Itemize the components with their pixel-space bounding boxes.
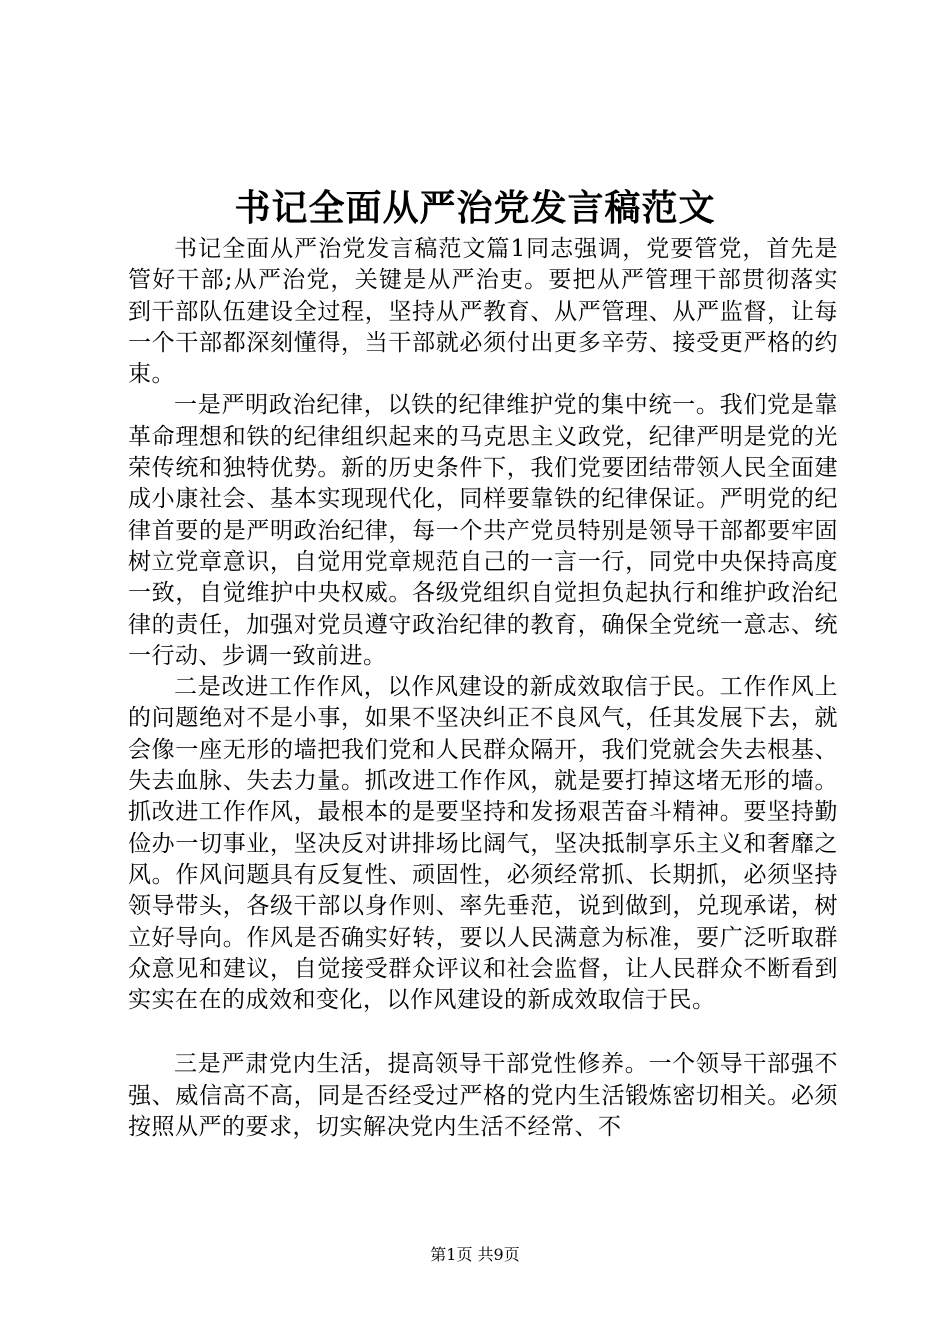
page-footer: 第1页 共9页 (430, 1245, 520, 1264)
document-title: 书记全面从严治党发言稿范文 (234, 187, 716, 229)
document-body (128, 234, 838, 1143)
paragraph-party-life: 三是严肃党内生活，提高领导干部党性修养。一个领导干部强不强、威信高不高，同是否经受过严格的党内生活锻炼密切相关。必须按照从严的要求，切实解决党内生活不经常、不 (128, 1051, 838, 1141)
paragraph-intro: 书记全面从严治党发言稿范文篇1同志强调，党要管党，首先是管好干部;从严治党，关键是从严治吏。要把从严管理干部贯彻落实到干部队伍建设全过程，坚持从严教育、从严管理、从严监督，让每一个干部都深刻懂得，当干部就必须付出更多辛劳、接受更严格的约束。 (128, 236, 838, 388)
paragraph-political-discipline: 一是严明政治纪律，以铁的纪律维护党的集中统一。我们党是靠革命理想和铁的纪律组织起来的马克思主义政党，纪律严明是党的光荣传统和独特优势。新的历史条件下，我们党要团结带领人民全面建成小康社会、基本实现现代化，同样要靠铁的纪律保证。严明党的纪律首要的是严明政治纪律，每一个共产党员特别是领导干部都要牢固树立党章意识，自觉用党章规范自己的一言一行，同党中央保持高度一致，自觉维护中央权威。各级党组织自觉担负起执行和维护政治纪律的责任，加强对党员遵守政治纪律的教育，确保全党统一意志、统一行动、步调一致前进。 (128, 392, 838, 669)
paragraph-work-style: 二是改进工作作风，以作风建设的新成效取信于民。工作作风上的问题绝对不是小事，如果不坚决纠正不良风气，任其发展下去，就会像一座无形的墙把我们党和人民群众隔开，我们党就会失去根基、失去血脉、失去力量。抓改进工作作风，就是要打掉这堵无形的墙。抓改进工作作风，最根本的是要坚持和发扬艰苦奋斗精神。要坚持勤俭办一切事业，坚决反对讲排场比阔气，坚决抵制享乐主义和奢靡之风。作风问题具有反复性、顽固性，必须经常抓、长期抓，必须坚持领导带头，各级干部以身作则、率先垂范，说到做到，兑现承诺，树立好导向。作风是否确实好转，要以人民满意为标准，要广泛听取群众意见和建议，自觉接受群众评议和社会监督，让人民群众不断看到实实在在的成效和变化，以作风建设的新成效取信于民。 (128, 674, 838, 1014)
